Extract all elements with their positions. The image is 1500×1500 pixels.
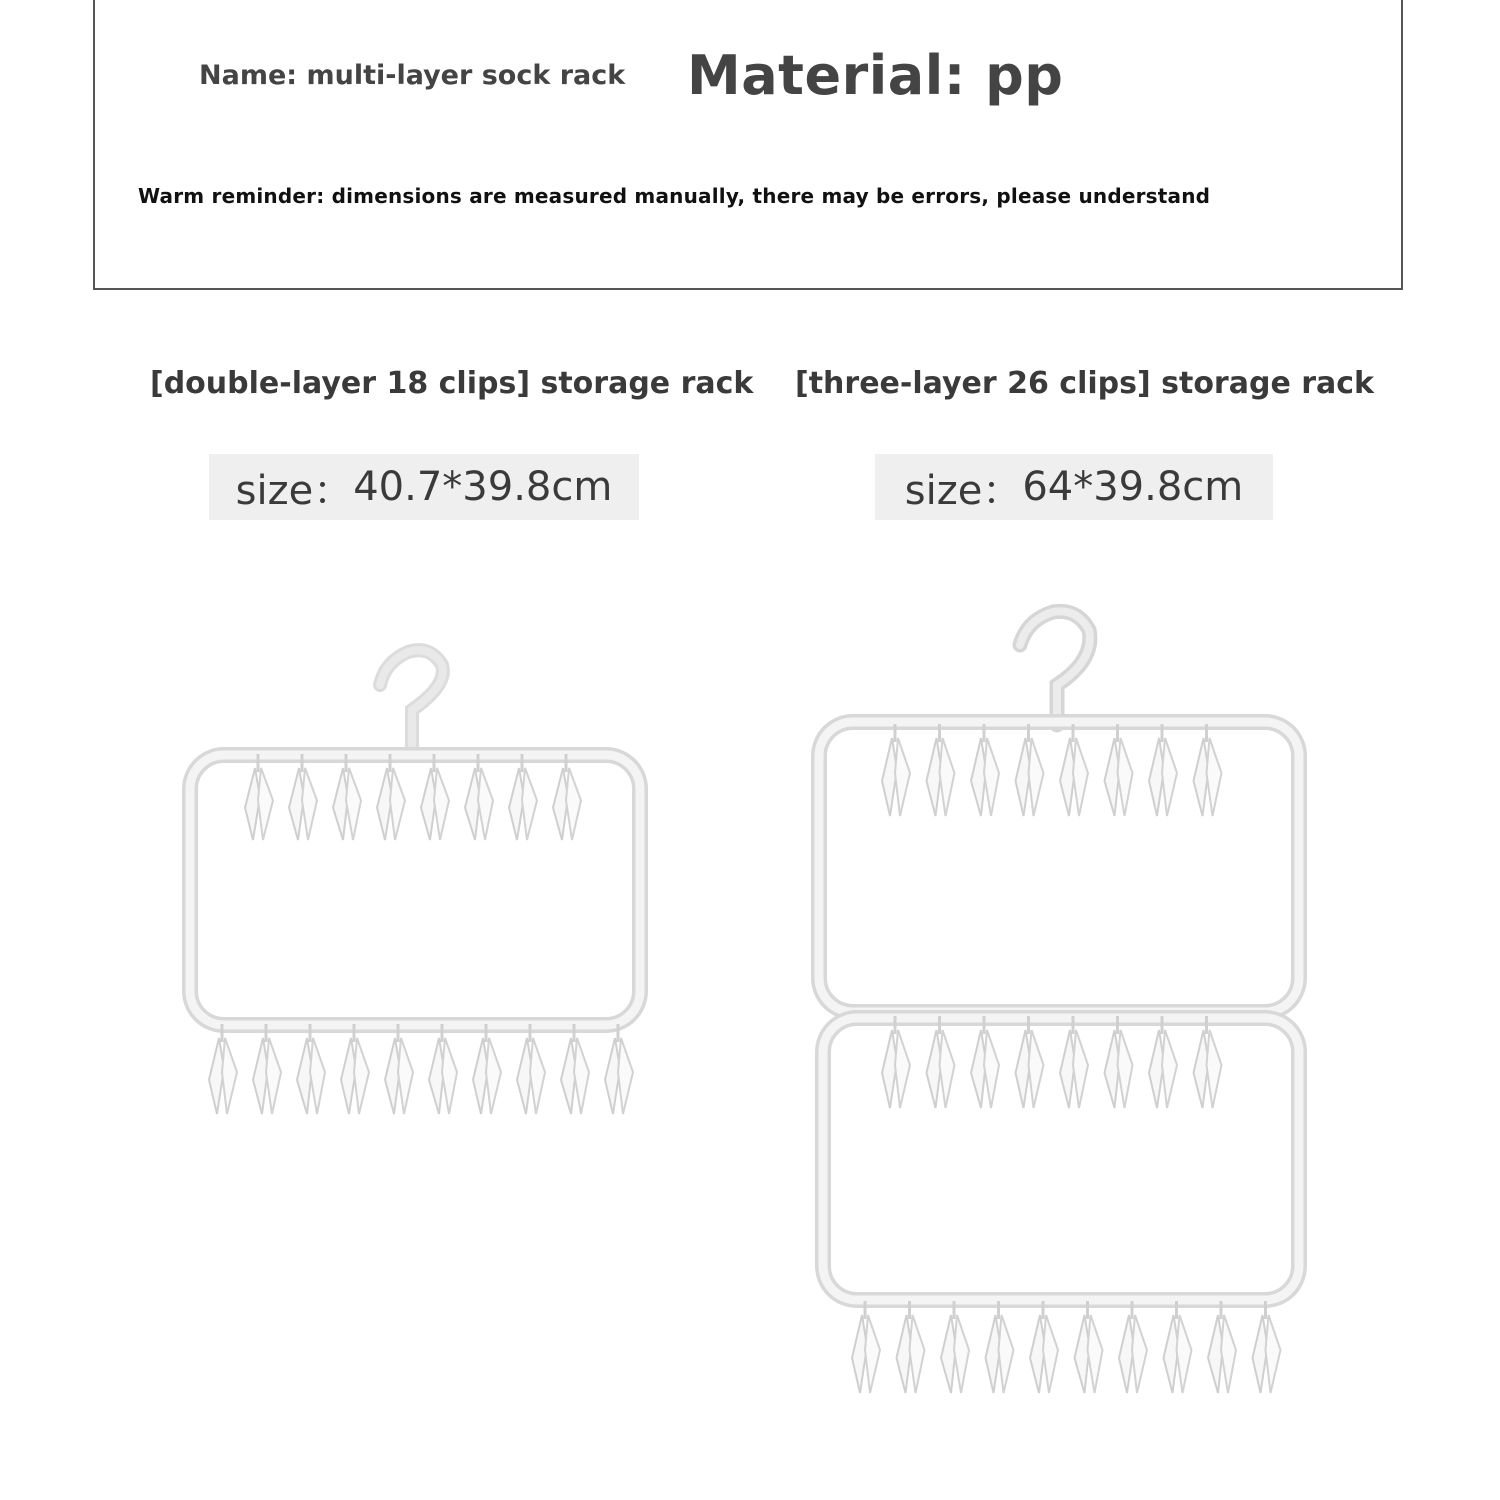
clip-icon xyxy=(1164,1301,1192,1393)
size-label: size： xyxy=(235,467,354,514)
clip-icon xyxy=(297,1024,325,1114)
clip-icon xyxy=(1208,1301,1236,1393)
clip-icon xyxy=(385,1024,413,1114)
clip-icon xyxy=(882,1016,910,1108)
clip-icon xyxy=(1016,724,1044,816)
clip-icon xyxy=(927,724,955,816)
clip-icon xyxy=(377,754,405,840)
clip-icon xyxy=(209,1024,237,1114)
warm-reminder-text: Warm reminder: dimensions are measured manually, there may be errors, please understand xyxy=(138,184,1211,208)
clip-icon xyxy=(1060,724,1088,816)
clip-icon xyxy=(561,1024,589,1114)
clip-icon xyxy=(1119,1301,1147,1393)
clip-icon xyxy=(1030,1301,1058,1393)
clip-icon xyxy=(1194,724,1222,816)
clip-icon xyxy=(1105,724,1133,816)
clip-icon xyxy=(465,754,493,840)
clip-icon xyxy=(971,1016,999,1108)
clip-icon xyxy=(971,724,999,816)
clip-icon xyxy=(553,754,581,840)
clip-icon xyxy=(1060,1016,1088,1108)
double-layer-size-badge xyxy=(209,454,639,520)
clip-icon xyxy=(1149,724,1177,816)
clip-icon xyxy=(429,1024,457,1114)
clip-icon xyxy=(897,1301,925,1393)
size-value: 40.7*39.8cm xyxy=(353,464,613,510)
clip-icon xyxy=(605,1024,633,1114)
clip-icon xyxy=(986,1301,1014,1393)
clip-icon xyxy=(1194,1016,1222,1108)
clip-icon xyxy=(1075,1301,1103,1393)
material-text: Material: pp xyxy=(687,44,1064,107)
clip-icon xyxy=(517,1024,545,1114)
clip-icon xyxy=(1016,1016,1044,1108)
clip-icon xyxy=(253,1024,281,1114)
clip-icon xyxy=(341,1024,369,1114)
clip-icon xyxy=(927,1016,955,1108)
clip-icon xyxy=(421,754,449,840)
three-layer-rack-illustration xyxy=(805,600,1315,1400)
clip-icon xyxy=(473,1024,501,1114)
three-layer-size-badge xyxy=(875,454,1273,520)
clip-icon xyxy=(289,754,317,840)
clip-icon xyxy=(1253,1301,1281,1393)
double-layer-rack-illustration xyxy=(180,640,660,1130)
clip-icon xyxy=(852,1301,880,1393)
clip-icon xyxy=(509,754,537,840)
size-label: size： xyxy=(904,467,1023,514)
three-layer-title: [three-layer 26 clips] storage rack xyxy=(795,366,1375,401)
clip-icon xyxy=(941,1301,969,1393)
clip-icon xyxy=(245,754,273,840)
info-box xyxy=(93,0,1403,290)
size-value: 64*39.8cm xyxy=(1022,464,1244,510)
clip-icon xyxy=(333,754,361,840)
double-layer-title: [double-layer 18 clips] storage rack xyxy=(150,366,754,401)
clip-icon xyxy=(1105,1016,1133,1108)
clip-icon xyxy=(882,724,910,816)
clip-icon xyxy=(1149,1016,1177,1108)
product-name-text: Name: multi-layer sock rack xyxy=(199,60,626,91)
